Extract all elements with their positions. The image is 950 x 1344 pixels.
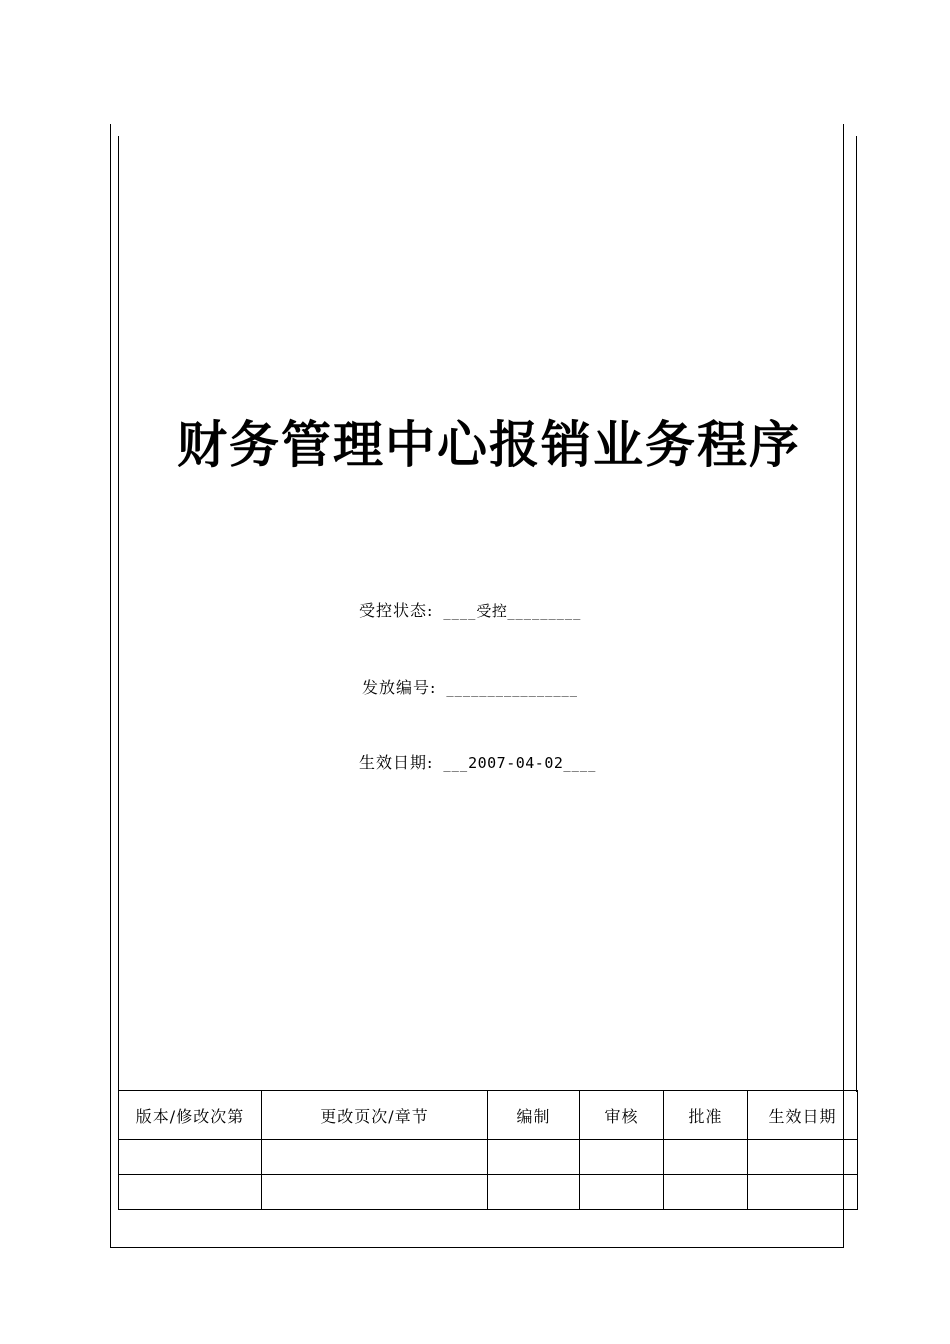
control-status-colon: : [427, 601, 434, 620]
header-reviewed-by: 审核 [580, 1091, 664, 1140]
header-effective-date: 生效日期 [748, 1091, 858, 1140]
header-approved-by: 批准 [664, 1091, 748, 1140]
page-border-right [843, 124, 844, 1248]
table-cell [488, 1140, 580, 1175]
page-border-bottom [110, 1247, 844, 1248]
table-cell [748, 1140, 858, 1175]
table-cell [580, 1140, 664, 1175]
control-status-value: 受控 [476, 602, 508, 620]
issue-number-label: 发放编号 [362, 678, 431, 697]
inner-border-left [118, 136, 119, 1092]
control-status-prefix-dashes: ____ [443, 606, 477, 620]
control-status-suffix-dashes: _________ [507, 606, 582, 620]
table-cell [748, 1175, 858, 1210]
effective-date-row [359, 752, 596, 776]
table-cell [262, 1140, 488, 1175]
document-title: 财务管理中心报销业务程序 [177, 416, 801, 474]
effective-date-prefix-dashes: ___ [443, 758, 469, 772]
table-cell [488, 1175, 580, 1210]
revision-table [118, 1090, 858, 1210]
control-status-row [359, 600, 581, 624]
effective-date-value: 2007-04-02 [468, 754, 564, 772]
header-version: 版本/修改次第 [119, 1091, 262, 1140]
header-prepared-by: 编制 [488, 1091, 580, 1140]
effective-date-suffix-dashes: ____ [563, 758, 597, 772]
table-row [119, 1140, 858, 1175]
table-cell [664, 1175, 748, 1210]
table-cell [664, 1140, 748, 1175]
revision-table-header-row [119, 1091, 858, 1140]
effective-date-colon: : [427, 753, 434, 772]
table-cell [119, 1140, 262, 1175]
control-status-label: 受控状态 [359, 601, 428, 620]
table-cell [580, 1175, 664, 1210]
table-row [119, 1175, 858, 1210]
issue-number-colon: : [430, 678, 437, 697]
effective-date-label: 生效日期 [359, 753, 428, 772]
table-cell [119, 1175, 262, 1210]
table-cell [262, 1175, 488, 1210]
issue-number-dashes: ________________ [446, 683, 578, 697]
issue-number-row [362, 677, 578, 701]
header-changed-pages: 更改页次/章节 [262, 1091, 488, 1140]
inner-border-right [856, 136, 857, 1092]
page-border-left [110, 124, 111, 1248]
